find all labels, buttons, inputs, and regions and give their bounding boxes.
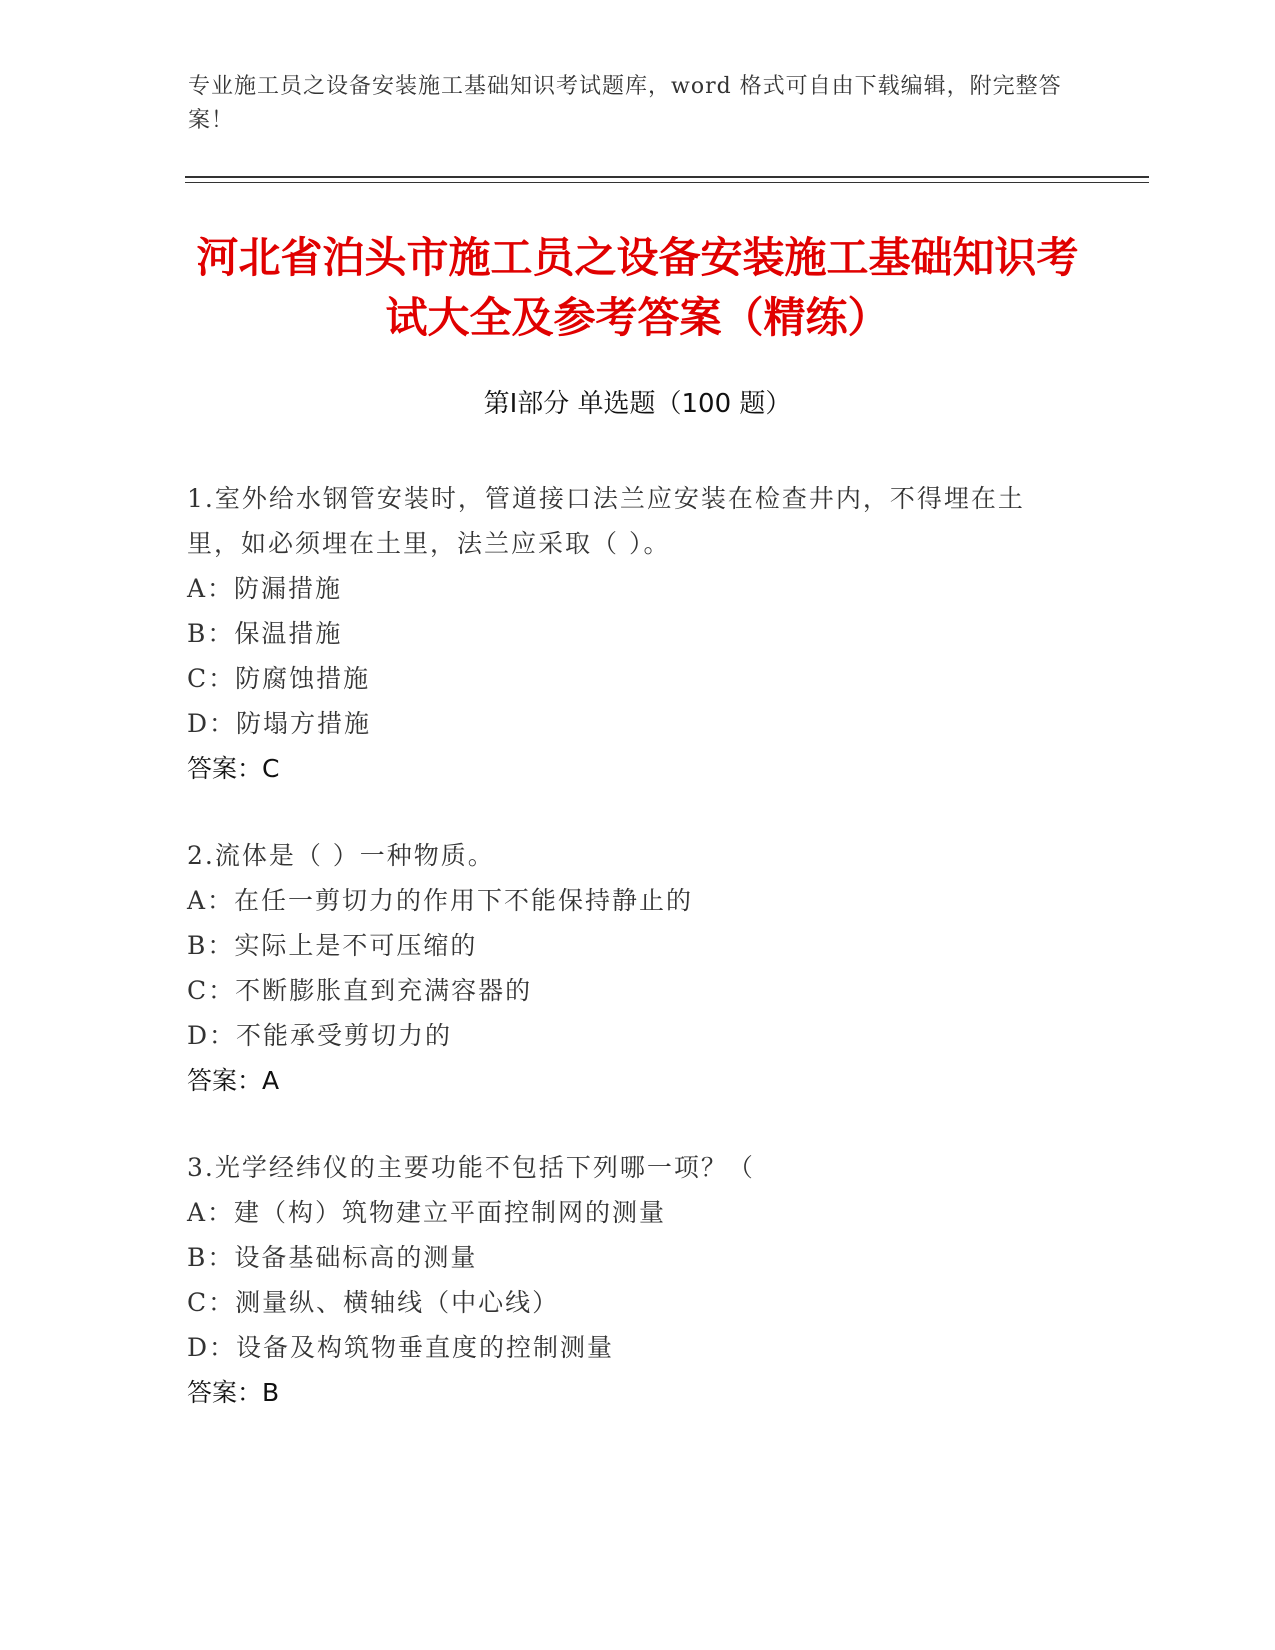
header-divider-thick — [185, 176, 1149, 178]
option-b: B：实际上是不可压缩的 — [187, 931, 478, 960]
header-note: 专业施工员之设备安装施工基础知识考试题库，word 格式可自由下载编辑，附完整答案！ — [188, 74, 1062, 133]
question-item — [187, 1145, 1067, 1415]
question-list — [187, 476, 1067, 1457]
answer-line: 答案：B — [187, 1378, 280, 1407]
question-stem: 3.光学经纬仪的主要功能不包括下列哪一项？（ — [187, 1153, 755, 1182]
option-d: D：设备及构筑物垂直度的控制测量 — [187, 1333, 615, 1362]
question-stem: 1.室外给水钢管安装时，管道接口法兰应安装在检查井内，不得埋在土里，如必须埋在土里，法兰应采取（ ）。 — [187, 484, 1025, 558]
header-divider-thin — [185, 182, 1149, 183]
option-a: A：防漏措施 — [187, 574, 343, 603]
answer-line: 答案：C — [187, 754, 280, 783]
answer-line: 答案：A — [187, 1066, 280, 1095]
section-heading: 第Ⅰ部分 单选题（100 题） — [483, 389, 792, 419]
option-d: D：不能承受剪切力的 — [187, 1021, 453, 1050]
option-c: C：不断膨胀直到充满容器的 — [187, 976, 533, 1005]
option-a: A：建（构）筑物建立平面控制网的测量 — [187, 1198, 667, 1227]
option-a: A：在任一剪切力的作用下不能保持静止的 — [187, 886, 694, 915]
option-d: D：防塌方措施 — [187, 709, 372, 738]
option-c: C：测量纵、横轴线（中心线） — [187, 1288, 560, 1317]
question-stem: 2.流体是（ ）一种物质。 — [187, 841, 495, 870]
question-item — [187, 833, 1067, 1103]
option-b: B：保温措施 — [187, 619, 343, 648]
option-c: C：防腐蚀措施 — [187, 664, 371, 693]
document-title: 河北省泊头市施工员之设备安装施工基础知识考试大全及参考答案（精练） — [196, 233, 1079, 342]
question-item — [187, 476, 1067, 791]
option-b: B：设备基础标高的测量 — [187, 1243, 478, 1272]
